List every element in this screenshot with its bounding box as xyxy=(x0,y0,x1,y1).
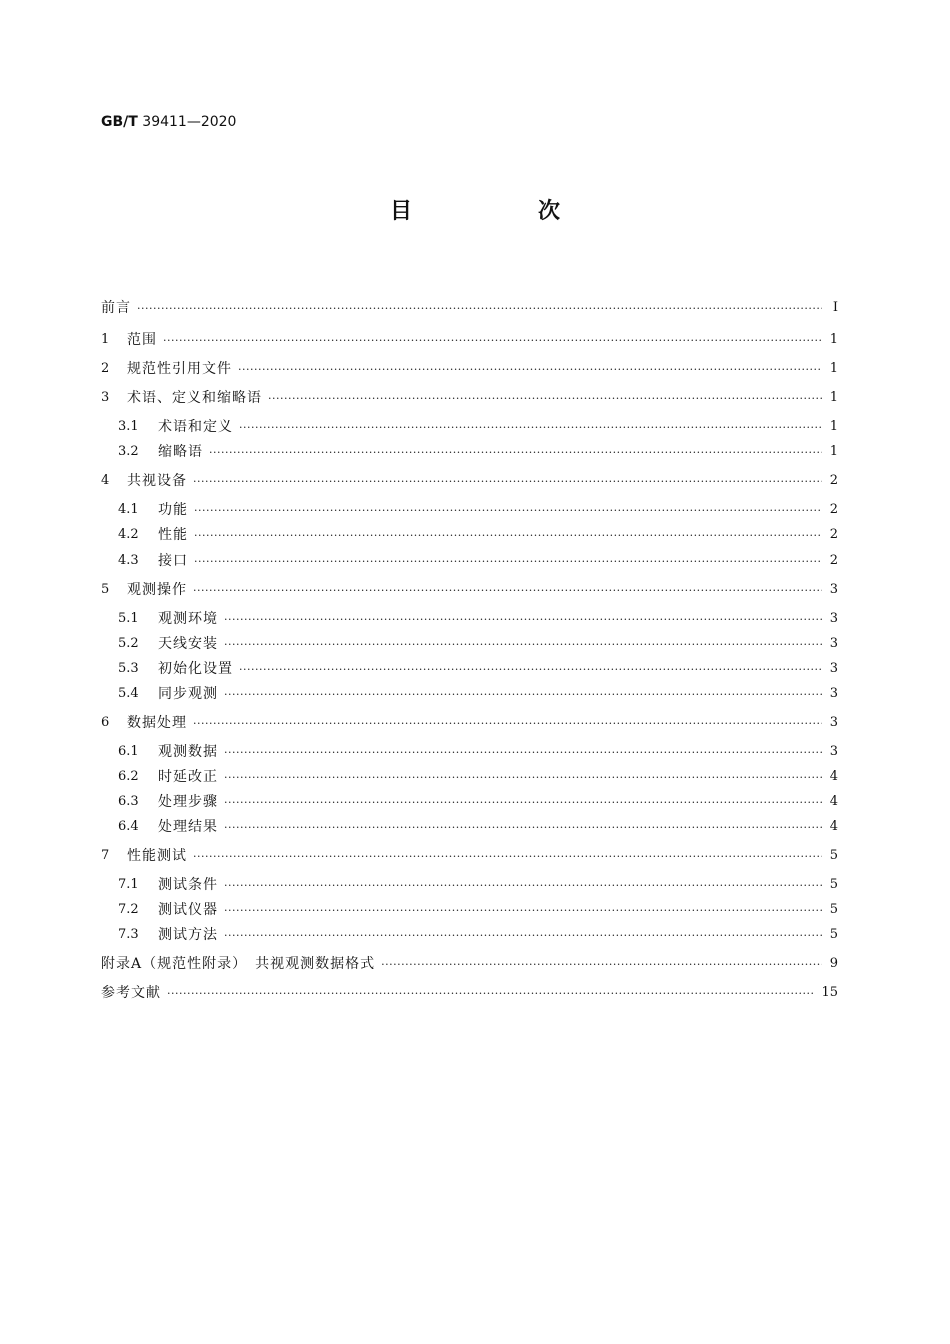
toc-entry-label: 性能 xyxy=(158,527,188,543)
toc-entry-page: 4 xyxy=(829,793,838,809)
toc-entry-label: 天线安装 xyxy=(158,636,218,652)
toc-entry-label: 观测操作 xyxy=(127,582,187,598)
toc-entry-label: 前言 xyxy=(101,300,131,316)
toc-entry-label: 范围 xyxy=(127,332,157,348)
toc-entry-label: 测试仪器 xyxy=(158,902,218,918)
toc-entry[interactable] xyxy=(118,873,838,895)
toc-entry-number: 6.2 xyxy=(118,768,139,784)
toc-leader-dots xyxy=(239,663,822,676)
toc-entry-label: 共视设备 xyxy=(127,473,187,489)
toc-entry-label: 术语和定义 xyxy=(158,419,233,435)
toc-entry-number: 5.2 xyxy=(118,635,139,651)
toc-entry-label: 数据处理 xyxy=(127,715,187,731)
toc-leader-dots xyxy=(224,771,822,784)
toc-entry[interactable] xyxy=(118,790,838,812)
toc-leader-dots xyxy=(238,363,822,376)
toc-entry-number: 5.1 xyxy=(118,610,139,626)
toc-entry-page: 2 xyxy=(829,501,838,517)
toc-entry-page: 1 xyxy=(829,360,838,376)
toc-entry-number: 7.3 xyxy=(118,926,139,942)
toc-leader-dots xyxy=(194,555,822,568)
toc-leader-dots xyxy=(163,334,822,347)
toc-entry-number: 5 xyxy=(101,581,110,597)
toc-entry-page: 3 xyxy=(829,635,838,651)
toc-leader-dots xyxy=(167,987,815,1000)
toc-entry-page: 5 xyxy=(829,876,838,892)
toc-entry-page: 3 xyxy=(829,714,838,730)
toc-entry[interactable] xyxy=(101,296,838,318)
toc-entry-label: 缩略语 xyxy=(158,444,203,460)
toc-entry[interactable] xyxy=(101,328,838,350)
standard-prefix: GB/T xyxy=(101,114,138,130)
toc-entry-label: 接口 xyxy=(158,553,188,569)
page-title: 目 次 xyxy=(389,199,612,224)
toc-entry-page: 4 xyxy=(829,768,838,784)
toc-entry[interactable] xyxy=(118,523,838,545)
toc-leader-dots xyxy=(137,302,822,315)
toc-leader-dots xyxy=(239,421,822,434)
toc-entry-page: 3 xyxy=(829,581,838,597)
toc-entry[interactable] xyxy=(118,815,838,837)
toc-entry-number: 4.2 xyxy=(118,526,139,542)
toc-entry-number: 4.1 xyxy=(118,501,139,517)
toc-entry[interactable] xyxy=(101,981,838,1003)
standard-code xyxy=(101,114,236,130)
toc-entry-page: 3 xyxy=(829,743,838,759)
toc-entry-number: 6 xyxy=(101,714,110,730)
toc-entry-page: 1 xyxy=(829,331,838,347)
toc-leader-dots xyxy=(224,746,822,759)
toc-leader-dots xyxy=(224,904,822,917)
toc-entry-label: 观测数据 xyxy=(158,744,218,760)
toc-leader-dots xyxy=(224,879,822,892)
toc-leader-dots xyxy=(209,446,822,459)
toc-entry-label: 同步观测 xyxy=(158,686,218,702)
toc-entry-page: 5 xyxy=(829,926,838,942)
toc-entry[interactable] xyxy=(118,765,838,787)
toc-leader-dots xyxy=(193,475,822,488)
toc-entry-number: 6.4 xyxy=(118,818,139,834)
toc-entry-number: 3.1 xyxy=(118,418,139,434)
toc-entry-page: 1 xyxy=(829,443,838,459)
toc-entry-label: 附录A（规范性附录） 共视观测数据格式 xyxy=(101,956,376,972)
toc-entry[interactable] xyxy=(101,952,838,974)
toc-entry-page: 1 xyxy=(829,418,838,434)
toc-entry-number: 7.1 xyxy=(118,876,139,892)
toc-entry[interactable] xyxy=(101,711,838,733)
toc-entry-page: 5 xyxy=(829,847,838,863)
toc-entry[interactable] xyxy=(118,923,838,945)
toc-entry-label: 规范性引用文件 xyxy=(127,361,232,377)
toc-entry[interactable] xyxy=(118,898,838,920)
toc-entry[interactable] xyxy=(101,357,838,379)
toc-entry-label: 性能测试 xyxy=(127,848,187,864)
toc-entry[interactable] xyxy=(118,740,838,762)
toc-entry[interactable] xyxy=(118,549,838,571)
toc-entry-page: Ⅰ xyxy=(832,299,838,315)
toc-entry-page: 3 xyxy=(829,610,838,626)
toc-leader-dots xyxy=(224,613,822,626)
toc-entry-number: 1 xyxy=(101,331,110,347)
toc-leader-dots xyxy=(224,796,822,809)
toc-entry-number: 7 xyxy=(101,847,110,863)
toc-entry-number: 3.2 xyxy=(118,443,139,459)
toc-entry-number: 5.3 xyxy=(118,660,139,676)
toc-entry[interactable] xyxy=(101,844,838,866)
toc-entry-page: 3 xyxy=(829,685,838,701)
toc-entry-label: 测试方法 xyxy=(158,927,218,943)
toc-entry-number: 4 xyxy=(101,472,110,488)
toc-entry[interactable] xyxy=(118,657,838,679)
toc-entry-number: 5.4 xyxy=(118,685,139,701)
toc-entry[interactable] xyxy=(118,607,838,629)
toc-leader-dots xyxy=(224,821,822,834)
toc-leader-dots xyxy=(194,529,822,542)
toc-entry-number: 6.1 xyxy=(118,743,139,759)
toc-entry[interactable] xyxy=(118,440,838,462)
toc-leader-dots xyxy=(224,688,822,701)
toc-entry-number: 2 xyxy=(101,360,110,376)
toc-entry-label: 观测环境 xyxy=(158,611,218,627)
toc-entry-page: 9 xyxy=(829,955,838,971)
toc-entry-label: 时延改正 xyxy=(158,769,218,785)
toc-entry-page: 2 xyxy=(829,526,838,542)
toc-leader-dots xyxy=(193,584,822,597)
toc-leader-dots xyxy=(268,392,822,405)
toc-leader-dots xyxy=(224,638,822,651)
toc-entry-page: 5 xyxy=(829,901,838,917)
toc-entry-label: 术语、定义和缩略语 xyxy=(127,390,262,406)
toc-entry[interactable] xyxy=(101,386,838,408)
toc-entry[interactable] xyxy=(118,632,838,654)
toc-entry[interactable] xyxy=(101,469,838,491)
toc-entry-number: 3 xyxy=(101,389,110,405)
toc-entry-page: 4 xyxy=(829,818,838,834)
toc-leader-dots xyxy=(193,717,822,730)
toc-leader-dots xyxy=(194,504,822,517)
toc-entry-label: 参考文献 xyxy=(101,985,161,1001)
toc-entry-label: 测试条件 xyxy=(158,877,218,893)
toc-entry-page: 2 xyxy=(829,552,838,568)
toc-entry[interactable] xyxy=(118,682,838,704)
toc-entry[interactable] xyxy=(118,498,838,520)
toc-leader-dots xyxy=(224,929,822,942)
toc-entry-number: 6.3 xyxy=(118,793,139,809)
toc-entry-page: 2 xyxy=(829,472,838,488)
toc-entry-label: 初始化设置 xyxy=(158,661,233,677)
toc-leader-dots xyxy=(381,958,822,971)
toc-entry[interactable] xyxy=(101,578,838,600)
toc-entry-page: 15 xyxy=(821,984,838,1000)
toc-entry[interactable] xyxy=(118,415,838,437)
toc-entry-number: 7.2 xyxy=(118,901,139,917)
toc-entry-number: 4.3 xyxy=(118,552,139,568)
toc-entry-label: 处理步骤 xyxy=(158,794,218,810)
toc-leader-dots xyxy=(193,850,822,863)
toc-entry-label: 处理结果 xyxy=(158,819,218,835)
standard-number: 39411—2020 xyxy=(142,114,237,130)
toc-entry-page: 1 xyxy=(829,389,838,405)
toc-entry-label: 功能 xyxy=(158,502,188,518)
toc-entry-page: 3 xyxy=(829,660,838,676)
